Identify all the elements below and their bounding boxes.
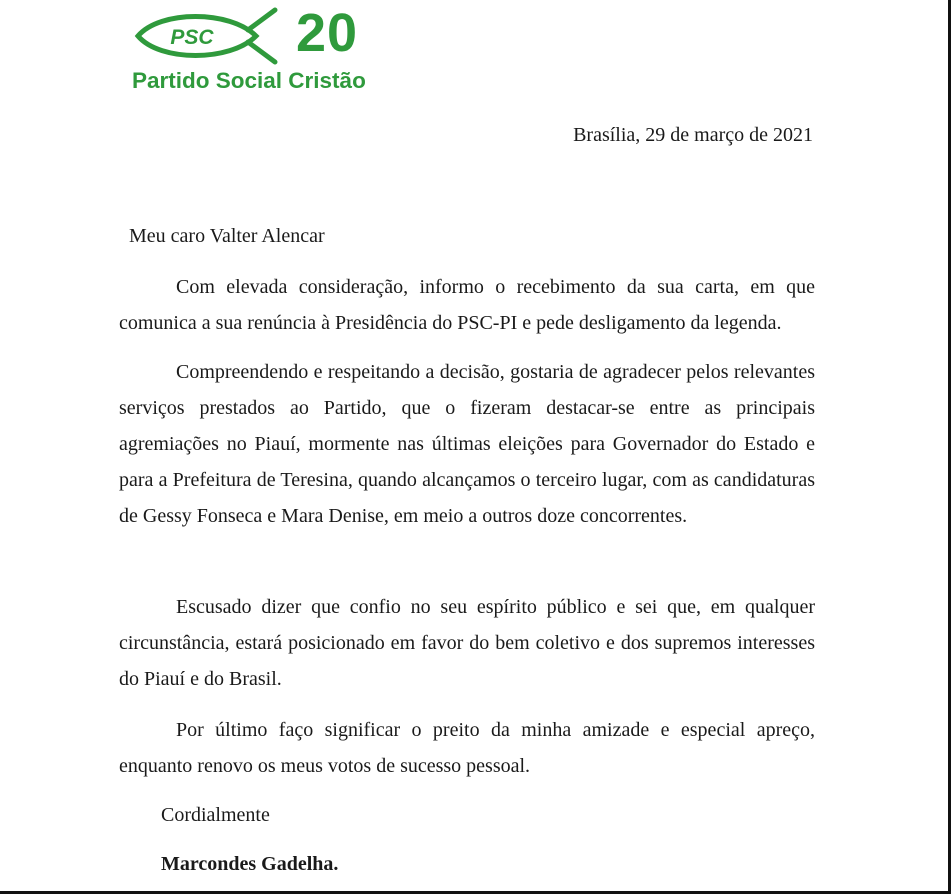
paragraph-2: Compreendendo e respeitando a decisão, gostaria de agradecer pelos relevantes serviços prestados ao Partido, que o fizeram destacar-se entre as principais agremiações no Piauí, mormente nas últimas eleições para Governador do Estado e para a Prefeitura de Teresina, quando alcançamos o terceiro lugar, com as candidaturas de Gessy Fonseca e Mara Denise, em meio a outros doze concorrentes. — [119, 361, 815, 527]
signature: Marcondes Gadelha. — [161, 853, 339, 875]
logo-acronym: PSC — [170, 26, 214, 49]
party-number: 20 — [296, 3, 359, 63]
letter-date: Brasília, 29 de março de 2021 — [573, 124, 813, 146]
party-name: Partido Social Cristão — [132, 68, 366, 93]
closing: Cordialmente — [161, 804, 270, 826]
salutation: Meu caro Valter Alencar — [129, 225, 325, 247]
party-logo — [130, 3, 380, 96]
fish-icon — [130, 6, 290, 66]
paragraph-1: Com elevada consideração, informo o recebimento da sua carta, em que comunica a sua renúncia à Presidência do PSC-PI e pede desligamento da legenda. — [119, 276, 815, 334]
paragraph-3: Escusado dizer que confio no seu espírito público e sei que, em qualquer circunstância, estará posicionado em favor do bem coletivo e dos supremos interesses do Piauí e do Brasil. — [119, 596, 815, 690]
paragraph-4: Por último faço significar o preito da minha amizade e especial apreço, enquanto renovo os meus votos de sucesso pessoal. — [119, 719, 815, 777]
